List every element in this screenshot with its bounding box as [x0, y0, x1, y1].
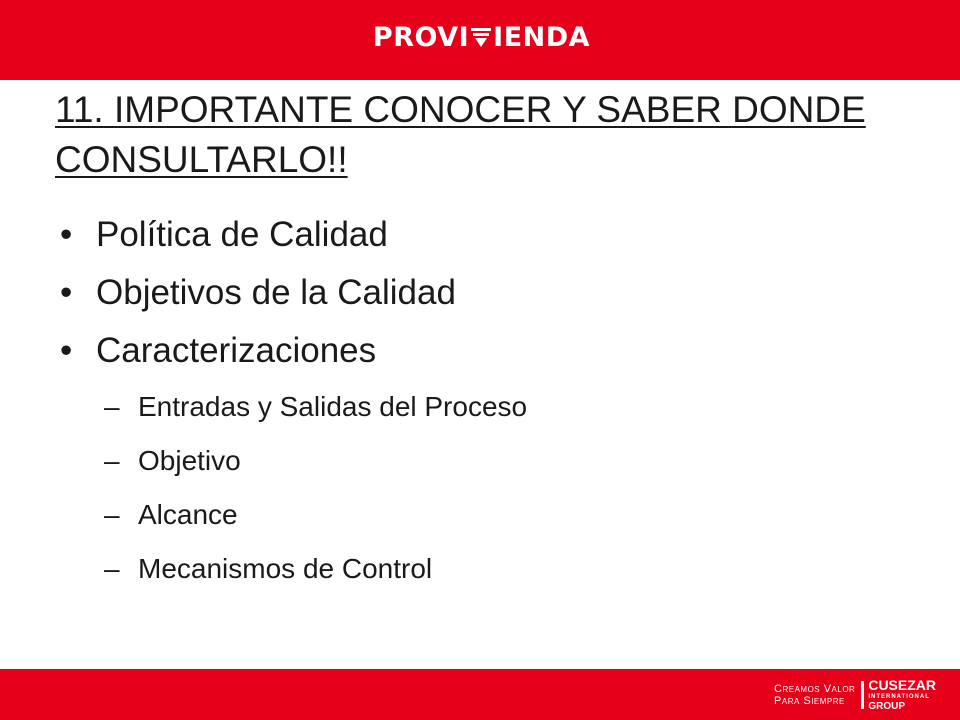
sub-bullet-item	[0, 488, 960, 542]
provivienda-logo	[355, 0, 608, 80]
bullet-text: Caracterizaciones	[96, 331, 377, 370]
sub-bullet-text: Objetivo	[138, 445, 241, 476]
cusezar-logo	[774, 679, 936, 711]
footer-divider	[861, 681, 864, 709]
bullet-marker: •	[60, 215, 73, 254]
sub-bullet-text: Entradas y Salidas del Proceso	[138, 391, 528, 422]
sub-bullet-marker: –	[104, 553, 120, 584]
brand-subline: INTERNATIONAL	[868, 694, 930, 700]
brand-group: GROUP	[868, 701, 905, 712]
slogan-line-1: Creamos Valor	[774, 683, 856, 695]
bullet-marker: •	[60, 331, 73, 370]
header-bar	[0, 0, 960, 80]
sub-bullet-item	[0, 434, 960, 488]
sub-bullet-item	[0, 542, 960, 596]
footer-bar	[0, 669, 960, 720]
footer-brand	[868, 678, 936, 712]
brand-name: CUSEZAR	[868, 677, 936, 693]
bullet-text: Objetivos de la Calidad	[96, 273, 456, 312]
bullet-item	[0, 206, 960, 264]
sub-bullet-text: Mecanismos de Control	[138, 553, 433, 584]
bullet-item	[0, 322, 960, 380]
bullet-text: Política de Calidad	[96, 215, 388, 254]
logo-wordmark: PROVI IENDA	[372, 22, 591, 53]
bullet-marker: •	[60, 273, 73, 312]
footer-slogan	[774, 683, 855, 707]
sub-bullet-marker: –	[104, 445, 120, 476]
v-roof-icon	[470, 26, 492, 48]
bullet-list	[0, 206, 960, 596]
bullet-item	[0, 264, 960, 322]
sub-bullet-text: Alcance	[138, 499, 238, 530]
slide-title: 11. IMPORTANTE CONOCER Y SABER DONDE CONSULTARLO!!	[55, 89, 866, 180]
sub-bullet-item	[0, 380, 960, 434]
sub-bullet-marker: –	[104, 499, 120, 530]
slogan-line-2: Para Siempre	[774, 695, 845, 707]
sub-bullet-marker: –	[104, 391, 120, 422]
